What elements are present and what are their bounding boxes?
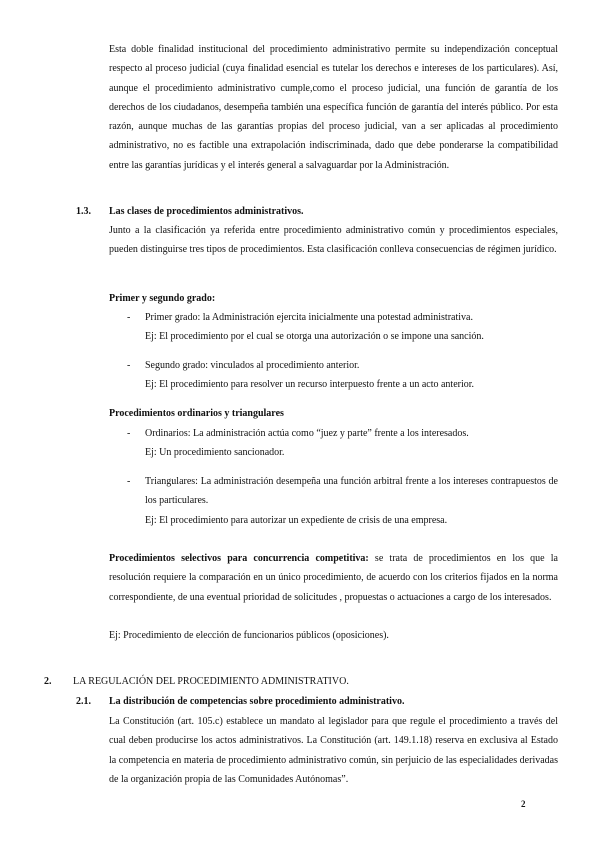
section-2-1-title: La distribución de competencias sobre procedimiento administrativo.	[109, 696, 405, 707]
grados-heading: Primer y segundo grado:	[109, 293, 216, 304]
list-dash: -	[127, 360, 131, 371]
section-1-3-title: Las clases de procedimientos administrativos.	[109, 206, 304, 217]
list-item-primer-grado: Primer grado: la Administración ejercita inicialmente una potestad administrativa.	[145, 312, 473, 323]
selectivos-text: se trata de procedimientos en los que la resolución requiere la comparación en un único procedimiento, de acuerdo con los criterios fijados en la norma correspondiente, de una eventual prioridad de solicitudes , propuestas o actuaciones a cargo de los interesados.	[109, 553, 558, 603]
example-triangulares: Ej: El procedimiento para autorizar un expediente de crisis de una empresa.	[145, 515, 448, 526]
page-number: 2	[521, 799, 526, 809]
example-primer-grado: Ej: El procedimiento por el cual se otorga una autorización o se impone una sanción.	[145, 331, 484, 342]
selectivos-paragraph	[109, 549, 558, 607]
list-dash: -	[127, 476, 131, 487]
ordinarios-heading: Procedimientos ordinarios y triangulares	[109, 408, 284, 419]
list-dash: -	[127, 428, 131, 439]
section-2-1-number: 2.1.	[76, 696, 91, 707]
section-2-1-paragraph: La Constitución (art. 105.c) establece un mandato al legislador para que regule el procedimiento a través del cual deben producirse los actos administrativos. La Constitución (art. 149.1.18) reserva en exclusiva al Estado la competencia en materia de procedimiento administrativo común, sin perjuicio de las especialidades derivadas de la organización propia de las Comunidades Autónomas”.	[109, 716, 558, 785]
example-segundo-grado: Ej: El procedimiento para resolver un recurso interpuesto frente a un acto anterior.	[145, 379, 475, 390]
list-dash: -	[127, 312, 131, 323]
list-item-triangulares: Triangulares: La administración desempeña una función arbitral frente a los intereses contrapuestos de los particulares.	[145, 476, 558, 507]
list-item-segundo-grado: Segundo grado: vinculados al procedimiento anterior.	[145, 360, 360, 371]
section-2-number: 2.	[44, 676, 52, 687]
section-1-3-number: 1.3.	[76, 206, 91, 217]
section-2-title: LA REGULACIÓN DEL PROCEDIMIENTO ADMINISTRATIVO.	[73, 676, 349, 687]
list-item-ordinarios: Ordinarios: La administración actúa como “juez y parte” frente a los interesados.	[145, 428, 469, 439]
example-ordinarios: Ej: Un procedimiento sancionador.	[145, 447, 285, 458]
selectivos-lead: Procedimientos selectivos para concurrencia competitiva:	[109, 553, 369, 564]
intro-paragraph: Esta doble finalidad institucional del procedimiento administrativo permite su independización conceptual respecto al proceso judicial (cuya finalidad esencial es tutelar los derechos e intereses de los particulares). Así, aunque el procedimiento administrativo cumple,como el proceso judicial, una función de garantía de los derechos de los ciudadanos, desempeña también una específica función de garantía del interés público. Por esta razón, aunque muchas de las garantías propias del proceso judicial, van a ser aplicadas al procedimiento administrativo, no es factible una extrapolación indiscriminada, dado que debe ponderarse la compatibilidad entre las garantías jurídicas y el interés general a salvaguardar por la Administración.	[109, 44, 558, 171]
section-1-3-paragraph: Junto a la clasificación ya referida entre procedimiento administrativo común y procedimientos especiales, pueden distinguirse tres tipos de procedimientos. Esta clasificación conlleva consecuencias de régimen jurídico.	[109, 225, 558, 256]
example-selectivos: Ej: Procedimiento de elección de funcionarios públicos (oposiciones).	[109, 630, 389, 641]
